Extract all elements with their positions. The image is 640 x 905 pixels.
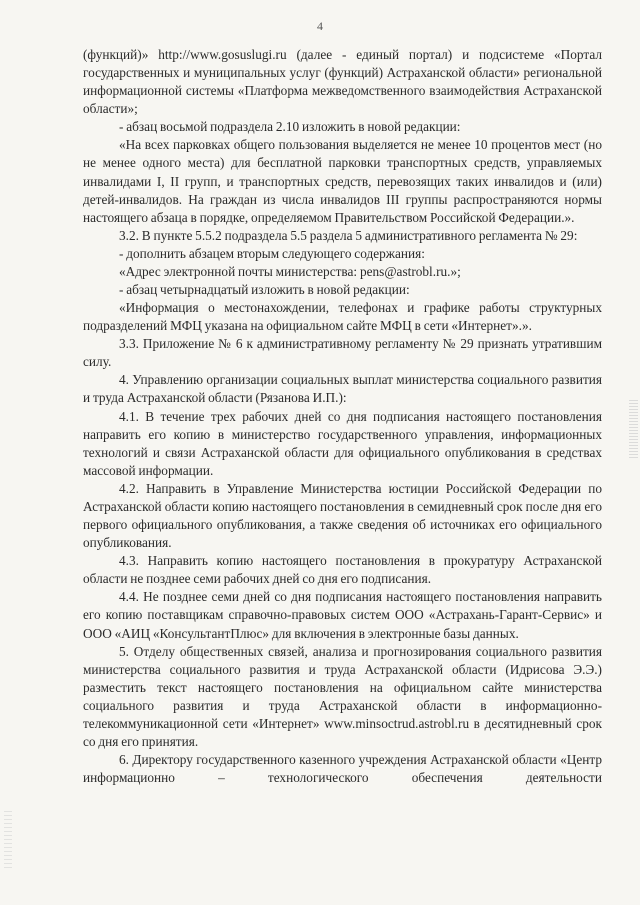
paragraph-6: 6. Директору государственного казенного учреждения Астраханской области «Центр информационно – технологического обеспечения деятельности [83, 752, 602, 786]
scan-artifact-right [629, 398, 638, 458]
paragraph-4-1: 4.1. В течение трех рабочих дней со дня подписания настоящего постановления направить его копию в министерство государственного управления, информационных технологий и связи Астраханской области для официального опубликования в средствах массовой информации. [83, 408, 602, 478]
paragraph-4-4: 4.4. Не позднее семи дней со дня подписания настоящего постановления направить его копию поставщикам справочно-правовых систем ООО «Астрахань-Гарант-Сервис» и ООО «АИЦ «КонсультантПлюс» для включения в электронные базы данных. [83, 589, 602, 641]
paragraph-quote: «На всех парковках общего пользования выделяется не менее 10 процентов мест (но не менее одного места) для бесплатной парковки транспортных средств, управляемых инвалидами I, II групп, и транспортных средств, перевозящих таких инвалидов и (или) детей-инвалидов. На граждан из числа инвалидов III группы распространяются нормы настоящего абзаца в порядке, определяемом Правительством Российской Федерации.». [83, 137, 602, 225]
paragraph-4: 4. Управлению организации социальных выплат министерства социального развития и труда Астраханской области (Рязанова И.П.): [83, 372, 602, 406]
paragraph-quote: «Адрес электронной почты министерства: pens@astrobl.ru.»; [119, 263, 461, 279]
paragraph-3-3: 3.3. Приложение № 6 к административному регламенту № 29 признать утратившим силу. [83, 336, 602, 370]
paragraph-instruction: - абзац четырнадцатый изложить в новой редакции: [119, 282, 410, 298]
paragraph-5: 5. Отделу общественных связей, анализа и прогнозирования социального развития министерства социального развития и труда Астраханской области (Идрисова Э.Э.) разместить текст настоящего постановления на официальном сайте министерства социального развития и труда Астраханской области в информационно-телекоммуникационной сети «Интернет» www.minsoctrud.astrobl.ru в десятидневный срок со дня его принятия. [83, 643, 602, 749]
scan-artifact-left [4, 808, 12, 868]
page-number: 4 [317, 19, 323, 33]
paragraph-instruction: - абзац восьмой подраздела 2.10 изложить в новой редакции: [119, 119, 461, 135]
document-body [83, 46, 602, 787]
paragraph-quote: «Информация о местонахождении, телефонах и графике работы структурных подразделений МФЦ указана на официальном сайте МФЦ в сети «Интернет».». [83, 300, 602, 334]
paragraph-instruction: - дополнить абзацем вторым следующего содержания: [119, 245, 425, 261]
paragraph-portal: (функций)» http://www.gosuslugi.ru (далее - единый портал) и подсистеме «Портал государственных и муниципальных услуг (функций) Астраханской области» региональной информационной системы «Платформа межведомственного взаимодействия Астраханской области»; [83, 47, 602, 117]
paragraph-4-2: 4.2. Направить в Управление Министерства юстиции Российской Федерации по Астраханской области копию настоящего постановления в семидневный срок после дня его первого официального опубликования, а также сведения об источниках его официального опубликования. [83, 480, 602, 551]
paragraph-3-2: 3.2. В пункте 5.5.2 подраздела 5.5 раздела 5 административного регламента № 29: [119, 227, 578, 243]
paragraph-4-3: 4.3. Направить копию настоящего постановления в прокуратуру Астраханской области не позднее семи рабочих дней со дня его подписания. [83, 553, 602, 587]
